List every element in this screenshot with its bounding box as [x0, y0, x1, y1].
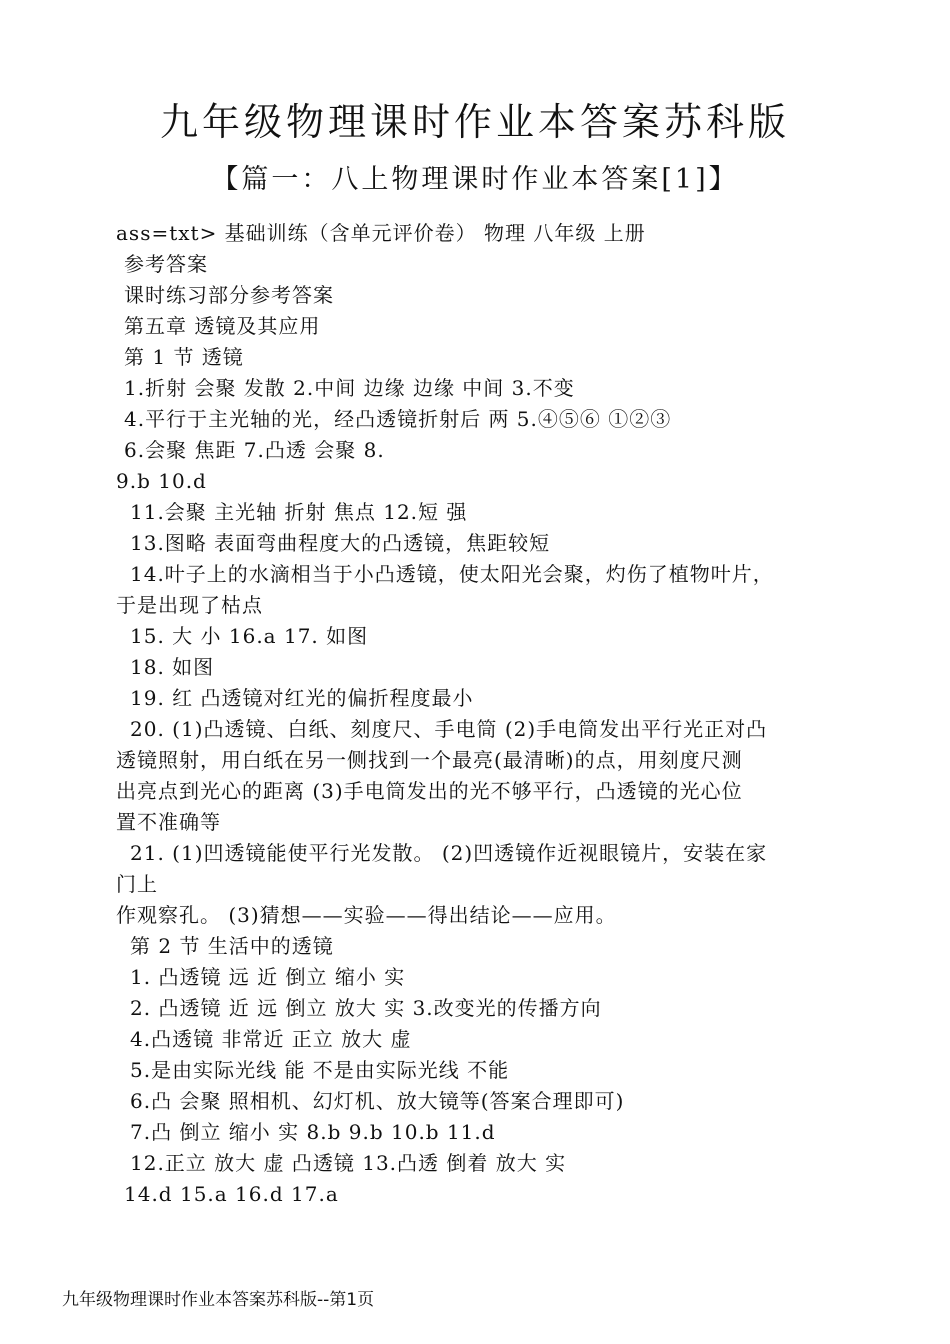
text-line: 门上	[116, 872, 158, 896]
text-line: 18. 如图	[130, 655, 215, 679]
text-line: 出亮点到光心的距离 (3)手电筒发出的光不够平行，凸透镜的光心位	[116, 779, 743, 803]
text-line: ass=txt> 基础训练（含单元评价卷） 物理 八年级 上册	[116, 221, 646, 245]
text-line: 1. 凸透镜 远 近 倒立 缩小 实	[130, 965, 406, 989]
text-line: 9.b 10.d	[116, 469, 207, 493]
text-line: 13.图略 表面弯曲程度大的凸透镜，焦距较短	[130, 531, 551, 555]
text-line: 第 1 节 透镜	[124, 345, 244, 369]
text-line: 2. 凸透镜 近 远 倒立 放大 实 3.改变光的传播方向	[130, 996, 602, 1020]
text-line: 21. (1)凹透镜能使平行光发散。 (2)凹透镜作近视眼镜片，安装在家	[130, 841, 768, 865]
text-line: 12.正立 放大 虚 凸透镜 13.凸透 倒着 放大 实	[130, 1151, 567, 1175]
text-line: 11.会聚 主光轴 折射 焦点 12.短 强	[130, 500, 468, 524]
text-line: 6.会聚 焦距 7.凸透 会聚 8.	[124, 438, 385, 462]
text-line: 透镜照射，用白纸在另一侧找到一个最亮(最清晰)的点，用刻度尺测	[116, 748, 743, 772]
text-line: 4.凸透镜 非常近 正立 放大 虚	[130, 1027, 412, 1051]
page-footer: 九年级物理课时作业本答案苏科版--第1页	[62, 1290, 375, 1310]
text-line: 19. 红 凸透镜对红光的偏折程度最小	[130, 686, 474, 710]
text-line: 14.叶子上的水滴相当于小凸透镜，使太阳光会聚，灼伤了植物叶片，	[130, 562, 774, 586]
text-line: 参考答案	[124, 252, 208, 276]
document-body	[116, 218, 856, 1210]
text-line: 20. (1)凸透镜、白纸、刻度尺、手电筒 (2)手电筒发出平行光正对凸	[130, 717, 768, 741]
text-line: 7.凸 倒立 缩小 实 8.b 9.b 10.b 11.d	[130, 1120, 496, 1144]
text-line: 第 2 节 生活中的透镜	[130, 934, 334, 958]
text-line: 15. 大 小 16.a 17. 如图	[130, 624, 369, 648]
text-line: 14.d 15.a 16.d 17.a	[124, 1182, 339, 1206]
text-line: 4.平行于主光轴的光，经凸透镜折射后 两 5.④⑤⑥ ①②③	[124, 407, 672, 431]
text-line: 5.是由实际光线 能 不是由实际光线 不能	[130, 1058, 510, 1082]
document-title: 九年级物理课时作业本答案苏科版	[159, 100, 790, 144]
text-line: 1.折射 会聚 发散 2.中间 边缘 边缘 中间 3.不变	[124, 376, 575, 400]
text-line: 于是出现了枯点	[116, 593, 263, 617]
text-line: 6.凸 会聚 照相机、幻灯机、放大镜等(答案合理即可)	[130, 1089, 625, 1113]
text-line: 第五章 透镜及其应用	[124, 314, 321, 338]
text-line: 置不准确等	[116, 810, 221, 834]
document-subtitle: 【篇一：八上物理课时作业本答案[1]】	[211, 164, 739, 195]
text-line: 作观察孔。 (3)猜想——实验——得出结论——应用。	[116, 903, 617, 927]
text-line: 课时练习部分参考答案	[124, 283, 334, 307]
